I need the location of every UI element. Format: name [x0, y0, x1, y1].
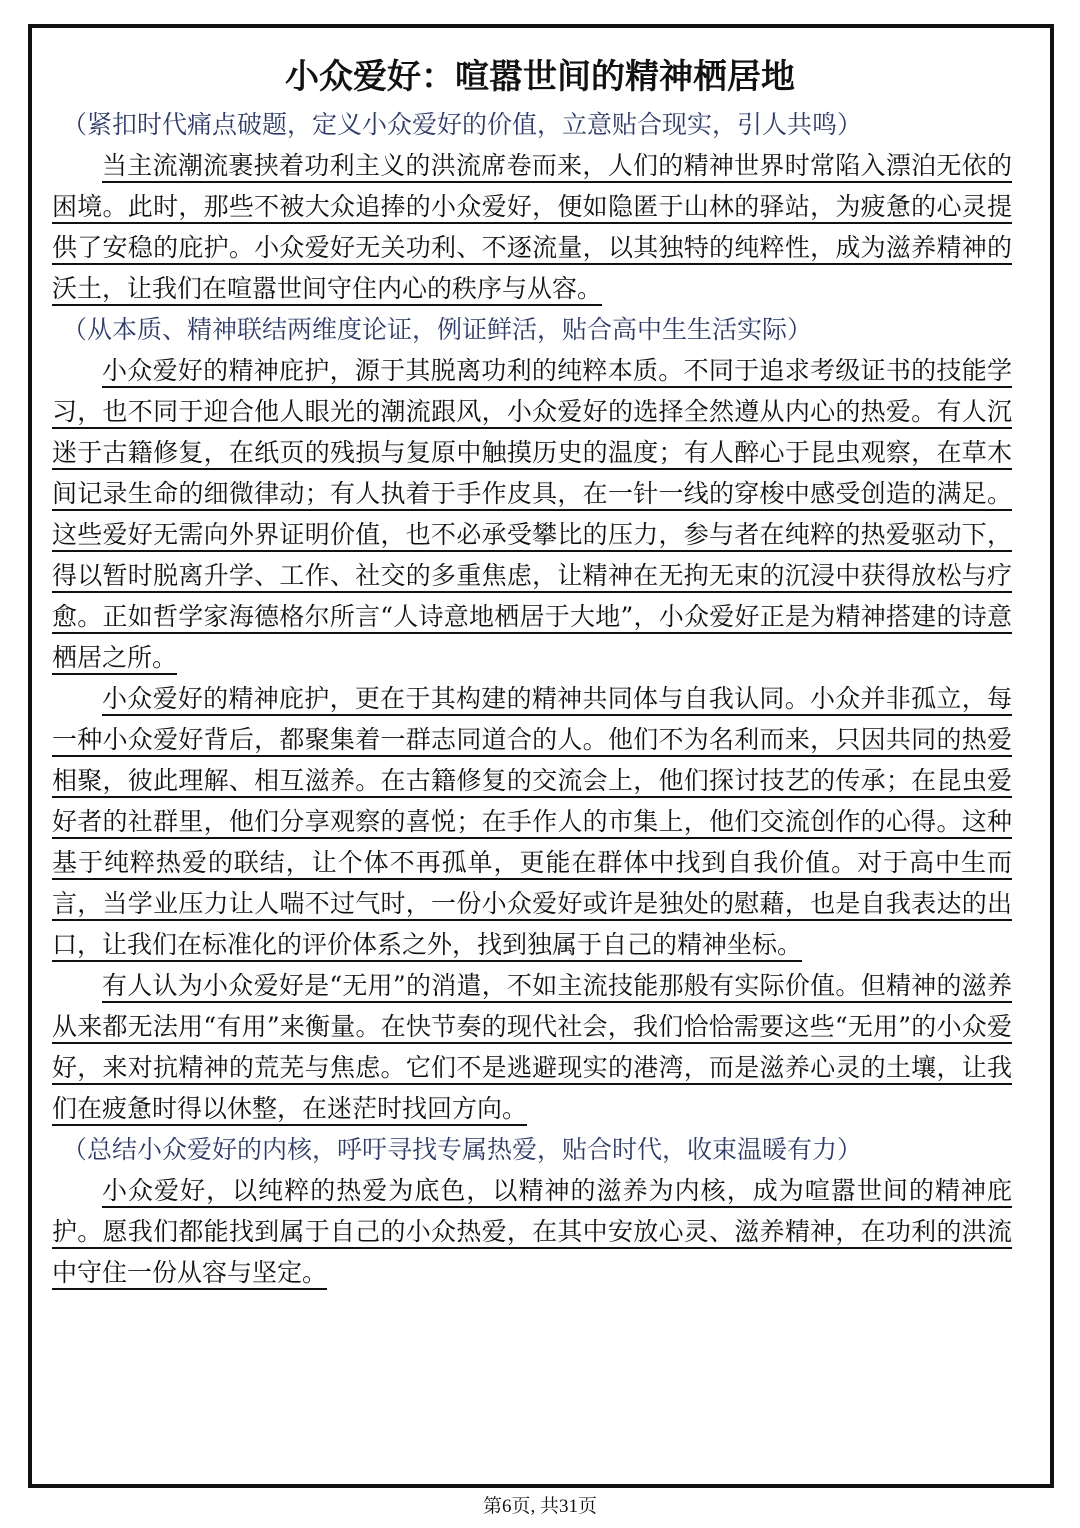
body-paragraph: 小众爱好的精神庇护，更在于其构建的精神共同体与自我认同。小众并非孤立，每一种小众爱好背后，都聚集着一群志同道合的人。他们不为名利而来，只因共同的热爱相聚，彼此理解、相互滋养。在古籍修复的交流会上，他们探讨技艺的传承；在昆虫爱好者的社群里，他们分享观察的喜悦；在手作人的市集上，他们交流创作的心得。这种基于纯粹热爱的联结，让个体不再孤单，更能在群体中找到自我价值。对于高中生而言，当学业压力让人喘不过气时，一份小众爱好或许是独处的慰藉，也是自我表达的出口，让我们在标准化的评价体系之外，找到独属于自己的精神坐标。 [52, 684, 1012, 959]
page-number: 第6页, 共31页 [482, 1496, 597, 1517]
body-paragraph: 小众爱好，以纯粹的热爱为底色，以精神的滋养为内核，成为喧嚣世间的精神庇护。愿我们都能找到属于自己的小众热爱，在其中安放心灵、滋养精神，在功利的洪流中守住一份从容与坚定。 [52, 1176, 1012, 1287]
essay-body [52, 104, 1012, 1293]
essay-title: 小众爱好：喧嚣世间的精神栖居地 [285, 57, 795, 97]
body-paragraph: 有人认为小众爱好是“无用”的消遣，不如主流技能那般有实际价值。但精神的滋养从来都无法用“有用”来衡量。在快节奏的现代社会，我们恰恰需要这些“无用”的小众爱好，来对抗精神的荒芜与焦虑。它们不是逃避现实的港湾，而是滋养心灵的土壤，让我们在疲惫时得以休整，在迷茫时找回方向。 [52, 971, 1012, 1123]
section-note: （总结小众爱好的内核，呼吁寻找专属热爱，贴合时代，收束温暖有力） [62, 1135, 863, 1164]
body-paragraph: 小众爱好的精神庇护，源于其脱离功利的纯粹本质。不同于追求考级证书的技能学习，也不同于迎合他人眼光的潮流跟风，小众爱好的选择全然遵从内心的热爱。有人沉迷于古籍修复，在纸页的残损与复原中触摸历史的温度；有人醉心于昆虫观察，在草木间记录生命的细微律动；有人执着于手作皮具，在一针一线的穿梭中感受创造的满足。这些爱好无需向外界证明价值，也不必承受攀比的压力，参与者在纯粹的热爱驱动下，得以暂时脱离升学、工作、社交的多重焦虑，让精神在无拘无束的沉浸中获得放松与疗愈。正如哲学家海德格尔所言“人诗意地栖居于大地”，小众爱好正是为精神搭建的诗意栖居之所。 [52, 356, 1012, 672]
section-note: （紧扣时代痛点破题，定义小众爱好的价值，立意贴合现实，引人共鸣） [62, 110, 863, 139]
section-note: （从本质、精神联结两维度论证，例证鲜活，贴合高中生生活实际） [62, 315, 813, 344]
body-paragraph: 当主流潮流裹挟着功利主义的洪流席卷而来，人们的精神世界时常陷入漂泊无依的困境。此时，那些不被大众追捧的小众爱好，便如隐匿于山林的驿站，为疲惫的心灵提供了安稳的庇护。小众爱好无关功利、不逐流量，以其独特的纯粹性，成为滋养精神的沃土，让我们在喧嚣世间守住内心的秩序与从容。 [52, 151, 1012, 303]
